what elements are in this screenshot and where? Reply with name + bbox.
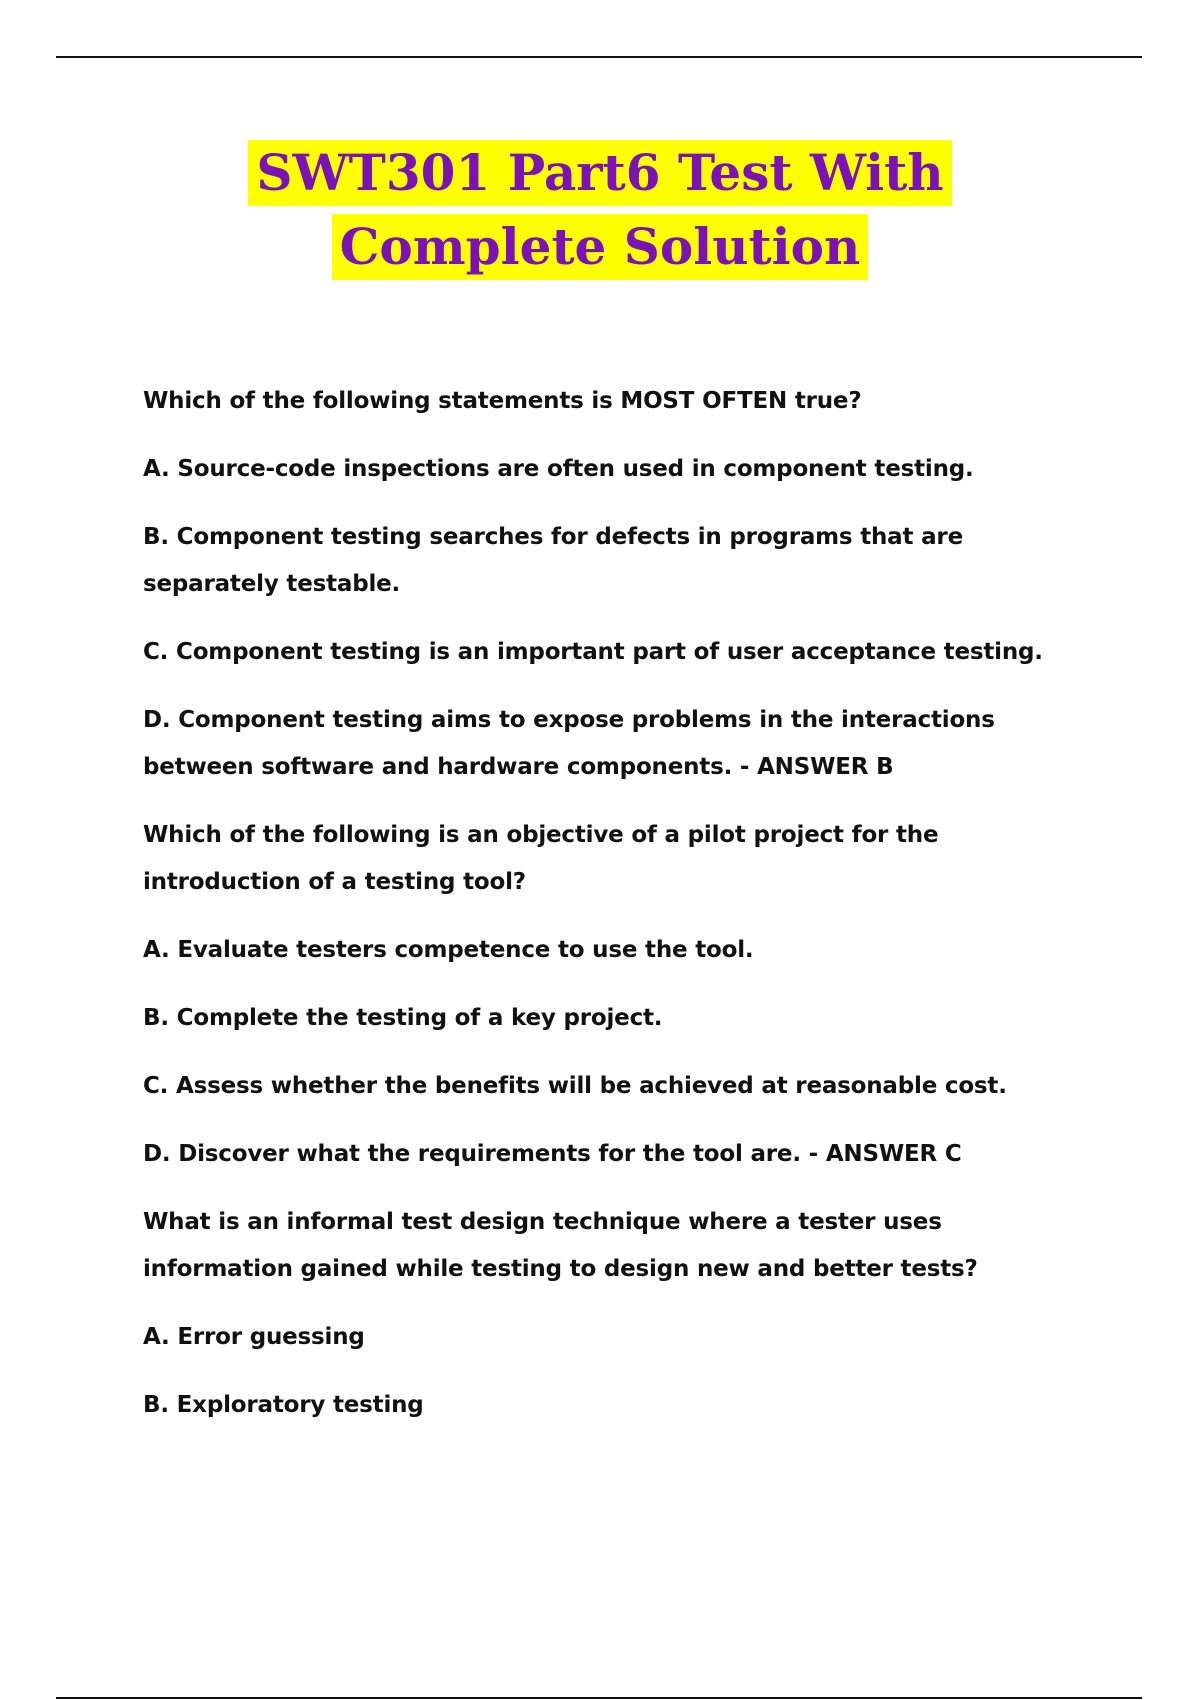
question-2-option-b: B. Complete the testing of a key project. (143, 1005, 663, 1031)
question-1-option-a: A. Source-code inspections are often used in component testing. (143, 456, 974, 482)
question-3-option-b: B. Exploratory testing (143, 1392, 424, 1418)
question-1: Which of the following statements is MOST OFTEN true? (143, 388, 862, 414)
title-line-2: Complete Solution (332, 214, 869, 280)
question-content (143, 378, 1083, 1450)
question-1-option-b: B. Component testing searches for defects in programs that are separately testable. (143, 524, 963, 597)
question-2-option-a: A. Evaluate testers competence to use the tool. (143, 937, 754, 963)
question-1-option-c: C. Component testing is an important part of user acceptance testing. (143, 639, 1043, 665)
question-3-option-a: A. Error guessing (143, 1324, 365, 1350)
top-rule (56, 56, 1142, 58)
question-2-option-d-answer: D. Discover what the requirements for the tool are. - ANSWER C (143, 1141, 962, 1167)
question-1-option-d-answer: D. Component testing aims to expose problems in the interactions between software and hardware components. - ANSWER B (143, 707, 995, 780)
title-line-1: SWT301 Part6 Test With (248, 140, 951, 206)
question-2-option-c: C. Assess whether the benefits will be achieved at reasonable cost. (143, 1073, 1007, 1099)
bottom-rule (56, 1697, 1142, 1699)
question-3: What is an informal test design technique where a tester uses information gained while testing to design new and better tests? (143, 1209, 978, 1282)
question-2: Which of the following is an objective of a pilot project for the introduction of a testing tool? (143, 822, 939, 895)
document-title (0, 140, 1200, 288)
